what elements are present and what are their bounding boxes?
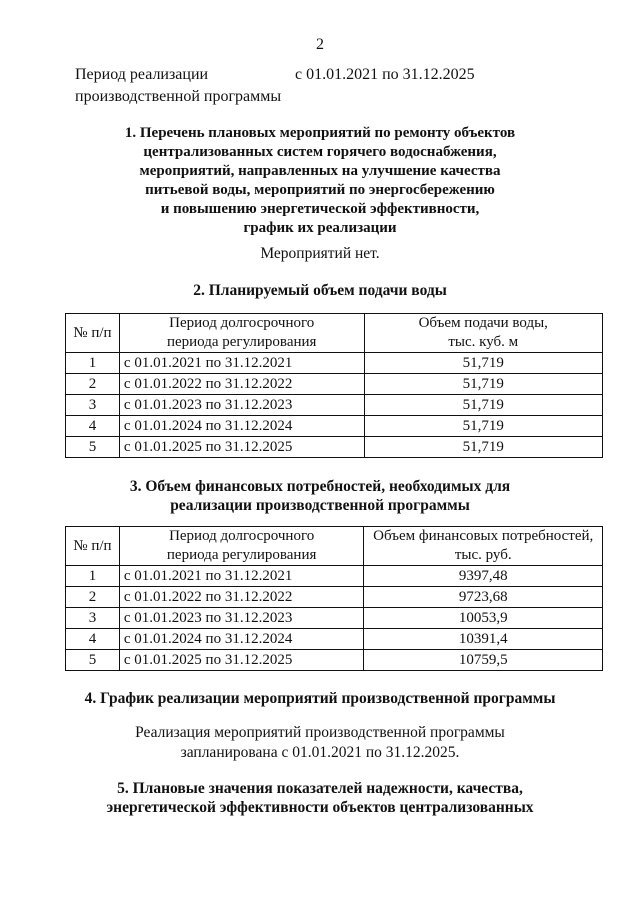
- period-label-line2: производственной программы: [75, 88, 282, 105]
- row-period: с 01.01.2023 по 31.12.2023: [119, 395, 364, 416]
- header-period: [119, 314, 364, 353]
- header-value: [364, 314, 603, 353]
- header-period-line1: Период долгосрочного: [169, 315, 315, 331]
- financial-needs-table: [65, 526, 603, 671]
- section3-title-line2: реализации производственной программы: [170, 497, 470, 514]
- section1-title-line: централизованных систем горячего водоснабжения,: [143, 144, 497, 160]
- table-row: [66, 650, 603, 671]
- header-period-line1: Период долгосрочного: [169, 528, 315, 544]
- row-num: 2: [66, 587, 120, 608]
- row-value: 51,719: [364, 353, 603, 374]
- row-value: 10759,5: [364, 650, 603, 671]
- row-num: 1: [66, 566, 120, 587]
- section5-title: [0, 779, 640, 817]
- section3-title: [0, 477, 640, 515]
- period-value: с 01.01.2021 по 31.12.2025: [295, 66, 475, 83]
- row-period: с 01.01.2021 по 31.12.2021: [119, 566, 364, 587]
- section1-title-line: 1. Перечень плановых мероприятий по ремонту объектов: [124, 125, 516, 141]
- section1-title-line: питьевой воды, мероприятий по энергосбережению: [145, 182, 495, 198]
- row-num: 5: [66, 650, 120, 671]
- section1-title-line: мероприятий, направленных на улучшение качества: [139, 163, 501, 179]
- row-value: 10053,9: [364, 608, 603, 629]
- section5-title-line1: 5. Плановые значения показателей надежности, качества,: [117, 780, 523, 797]
- table-row: [66, 374, 603, 395]
- row-value: 9397,48: [364, 566, 603, 587]
- row-num: 4: [66, 416, 120, 437]
- header-value-line1: Объем подачи воды,: [418, 315, 548, 331]
- period-label: [75, 64, 281, 108]
- section4-text-line2: запланирована с 01.01.2021 по 31.12.2025.: [180, 744, 460, 761]
- row-period: с 01.01.2024 по 31.12.2024: [119, 629, 364, 650]
- row-value: 51,719: [364, 395, 603, 416]
- period-label-line1: Период реализации: [75, 66, 209, 83]
- section1-title-line: график их реализации: [243, 220, 397, 236]
- section2-title: 2. Планируемый объем подачи воды: [193, 282, 447, 299]
- header-period: [119, 527, 364, 566]
- header-period-line2: периода регулирования: [166, 334, 317, 350]
- section5-title-line2: энергетической эффективности объектов централизованных: [106, 799, 534, 816]
- page-number: 2: [316, 36, 324, 53]
- section4-text-line1: Реализация мероприятий производственной программы: [135, 724, 505, 741]
- header-num: № п/п: [66, 314, 120, 353]
- section4-text: [0, 723, 640, 763]
- section1-title: [0, 124, 640, 238]
- table-row: [66, 395, 603, 416]
- row-value: 51,719: [364, 416, 603, 437]
- table-row: [66, 437, 603, 458]
- table-row: [66, 353, 603, 374]
- table-header-row: [66, 527, 603, 566]
- table-header-row: [66, 314, 603, 353]
- section4-title: 4. График реализации мероприятий производственной программы: [84, 690, 556, 707]
- table-row: [66, 629, 603, 650]
- row-period: с 01.01.2022 по 31.12.2022: [119, 374, 364, 395]
- section1-title-line: и повышению энергетической эффективности,: [160, 201, 480, 217]
- row-num: 1: [66, 353, 120, 374]
- row-value: 9723,68: [364, 587, 603, 608]
- row-num: 2: [66, 374, 120, 395]
- table-row: [66, 608, 603, 629]
- header-value-line2: тыс. куб. м: [448, 334, 519, 350]
- section3-title-line1: 3. Объем финансовых потребностей, необходимых для: [129, 478, 511, 495]
- row-period: с 01.01.2023 по 31.12.2023: [119, 608, 364, 629]
- row-period: с 01.01.2025 по 31.12.2025: [119, 437, 364, 458]
- table-row: [66, 566, 603, 587]
- header-value-line1: Объем финансовых потребностей,: [373, 528, 594, 544]
- row-period: с 01.01.2025 по 31.12.2025: [119, 650, 364, 671]
- header-value-line2: тыс. руб.: [454, 547, 512, 563]
- table-row: [66, 587, 603, 608]
- row-value: 51,719: [364, 374, 603, 395]
- row-period: с 01.01.2021 по 31.12.2021: [119, 353, 364, 374]
- header-period-line2: периода регулирования: [166, 547, 317, 563]
- row-value: 51,719: [364, 437, 603, 458]
- row-num: 3: [66, 395, 120, 416]
- row-num: 3: [66, 608, 120, 629]
- header-value: [364, 527, 603, 566]
- header-num: № п/п: [66, 527, 120, 566]
- section1-note: Мероприятий нет.: [260, 245, 380, 262]
- row-period: с 01.01.2024 по 31.12.2024: [119, 416, 364, 437]
- row-value: 10391,4: [364, 629, 603, 650]
- row-num: 4: [66, 629, 120, 650]
- row-num: 5: [66, 437, 120, 458]
- table-row: [66, 416, 603, 437]
- row-period: с 01.01.2022 по 31.12.2022: [119, 587, 364, 608]
- water-supply-table: [65, 313, 603, 458]
